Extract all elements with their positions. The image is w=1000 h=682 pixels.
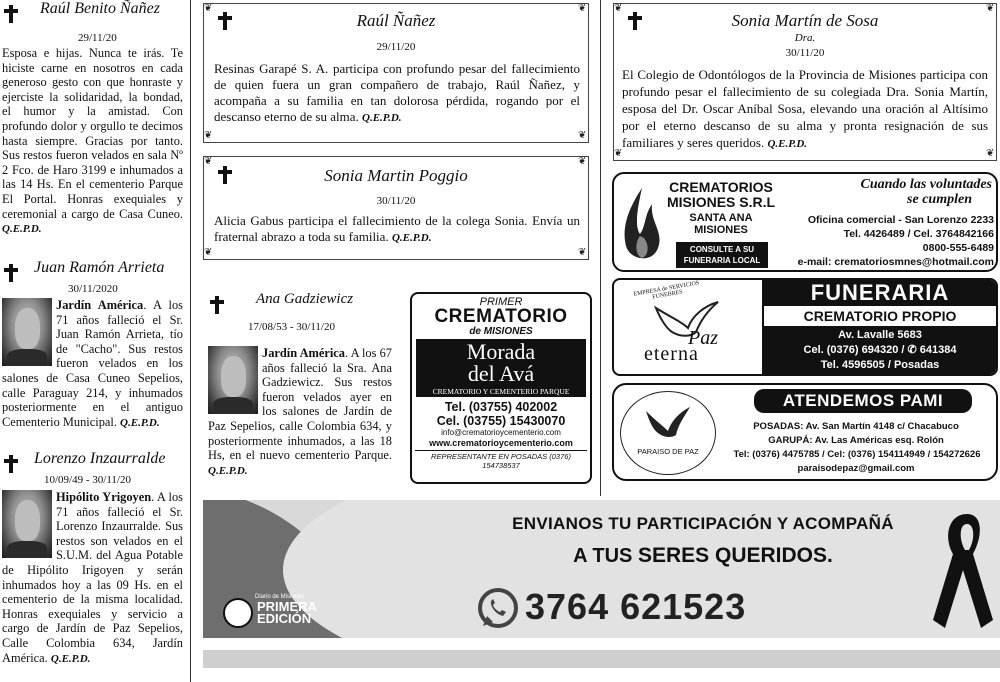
corner-ornament-icon: ❦ bbox=[614, 148, 623, 159]
corner-ornament-icon: ❦ bbox=[204, 156, 213, 167]
obituary-date: 30/11/20 bbox=[376, 195, 416, 207]
banner-line: ENVIANOS TU PARTICIPACIÓN Y ACOMPAÑÁ bbox=[512, 514, 894, 533]
corner-ornament-icon: ❦ bbox=[204, 130, 213, 141]
ad-phone: Cel. (03755) 15430070 bbox=[436, 414, 566, 428]
ad-phone: Cel. (0376) 694320 / ✆ 641384 bbox=[803, 344, 957, 356]
ad-paraiso-de-paz bbox=[612, 383, 998, 481]
corner-ornament-icon: ❦ bbox=[578, 247, 587, 258]
cross-icon bbox=[4, 264, 18, 282]
banner-line: A TUS SERES QUERIDOS. bbox=[573, 544, 833, 567]
ad-logo-text: Paz bbox=[688, 327, 718, 349]
obituary-name: Raúl Ñañez bbox=[356, 11, 436, 30]
ad-phone: Tel: (0376) 4475785 / Cel: (0376) 154114949 / 154272626 bbox=[733, 449, 981, 460]
ad-title: ATENDEMOS PAMI bbox=[754, 389, 972, 413]
corner-ornament-icon: ❦ bbox=[986, 148, 995, 159]
banner bbox=[203, 500, 1000, 638]
ad-title: MISIONES S.R.L bbox=[666, 194, 776, 210]
obituary-date: 17/08/53 - 30/11/20 bbox=[248, 321, 335, 333]
whatsapp-icon bbox=[475, 586, 521, 632]
obituary-date: 30/11/2020 bbox=[68, 283, 118, 295]
banner-logo-text: EDICIÓN bbox=[257, 611, 312, 626]
banner-logo-text: PRIMERA bbox=[257, 599, 317, 614]
corner-ornament-icon: ❦ bbox=[578, 130, 587, 141]
obituary-title: Dra. bbox=[794, 32, 816, 44]
obituary-date: 29/11/20 bbox=[376, 41, 416, 53]
banner-logo-small: Diario de Misiones bbox=[255, 594, 305, 600]
ad-email: paraisodepaz@gmail.com bbox=[797, 463, 915, 474]
ad-arc-text: EMPRESA de SERVICIOS FUNEBRES bbox=[633, 280, 700, 301]
obituary-name: Ana Gadziewicz bbox=[256, 291, 354, 307]
obituary-name: Sonia Martín de Sosa bbox=[731, 11, 879, 30]
corner-ornament-icon: ❦ bbox=[986, 3, 995, 14]
newspaper-globe-icon bbox=[223, 598, 253, 628]
ad-address: GARUPÁ: Av. Las Américas esq. Rolón bbox=[768, 435, 944, 446]
ad-slogan: se cumplen bbox=[907, 192, 972, 207]
obituary-text: Esposa e hijas. Nunca te irás. Te hiciste carne en nosotros en cada generoso gesto con que honraste y ejerciste la solidaridad, la bondad, el humor y la amistad. Con profundo dolor y orgullo te decimos hasta siempre. Gracias por tanto. Sus restos fueron velados en sala Nº 2 Fco. de Haro 3199 e inhumados a las 14 Hs. En el cementerio Parque El Portal. Honras exequiales y ceremonial a cargo de Casa Cuneo. Q.E.P.D. bbox=[2, 46, 183, 236]
ad-logo-text: PARAISO DE PAZ bbox=[637, 447, 699, 456]
obituary-text: El Colegio de Odontólogos de la Provincia de Misiones participa con profundo pesar el fallecimiento de su colegiada Dra. Sonia Martín, esposa del Dr. Oscar Aníbal Sosa, elevando una oración al Altísimo por el eterno descanso de su alma y pronta resignación de sus familiares y seres queridos. Q.E.P.D. bbox=[622, 67, 988, 150]
ad-title: CREMATORIO bbox=[434, 306, 568, 327]
corner-ornament-icon: ❦ bbox=[578, 3, 587, 14]
cross-icon bbox=[210, 296, 224, 314]
ad-title: FUNERARIA bbox=[810, 280, 950, 305]
ad-paz-eterna bbox=[612, 278, 998, 376]
column-divider-1 bbox=[190, 0, 191, 682]
obituary-text: Alicia Gabus participa el fallecimiento de la colega Sonia. Envía un fraternal abrazo a toda su familia. Q.E.P.D. bbox=[214, 213, 580, 244]
ad-email: info@crematorioycementerio.com bbox=[441, 428, 561, 437]
ad-brand: Morada bbox=[466, 339, 536, 364]
obituary-text: Jardín América. A los 71 años falleció el Sr. Juan Ramón Arrieta, tío de "Cacho". Sus restos fueron velados en los salones de Casa Cuneo Sepelios, calle Paraguay 214, y inhumados posteriormente en el antiguo Cementerio Municipal. Q.E.P.D. bbox=[2, 298, 183, 429]
bottom-gray-bar bbox=[203, 650, 1000, 668]
cross-icon bbox=[4, 5, 18, 23]
ad-subtitle: MISIONES bbox=[694, 224, 748, 236]
ad-consult: FUNERARIA LOCAL bbox=[683, 256, 761, 265]
column-divider-2 bbox=[600, 0, 601, 496]
ad-phone: Tel. 4426489 / Cel. 3764842166 bbox=[843, 228, 994, 240]
ad-slogan: Cuando las voluntades bbox=[860, 177, 992, 192]
ad-line: PRIMER bbox=[479, 296, 523, 308]
obituary-date: 30/11/20 bbox=[785, 47, 825, 59]
ad-web: www.crematorioycementerio.com bbox=[429, 438, 573, 448]
corner-ornament-icon: ❦ bbox=[614, 3, 623, 14]
ad-address: POSADAS: Av. San Martín 4148 c/ Chacabuco bbox=[753, 421, 959, 432]
ad-brand: del Avá bbox=[467, 361, 535, 386]
corner-ornament-icon: ❦ bbox=[578, 156, 587, 167]
obituary-text: Jardín América. A los 67 años falleció la Sra. Ana Gadziewicz. Sus restos fueron velados ayer en los salones de Jardín de Paz Sepelios, calle Colombia 634, y posteriormente inhumados, a las 18 Hs, en el nuevo cementerio Parque. Q.E.P.D. bbox=[208, 346, 392, 477]
ad-title: CREMATORIOS bbox=[669, 179, 773, 195]
ribbon-icon bbox=[923, 510, 1000, 638]
obituary-name: Lorenzo Inzaurralde bbox=[34, 450, 166, 467]
cross-icon bbox=[4, 455, 18, 473]
corner-ornament-icon: ❦ bbox=[204, 247, 213, 258]
corner-ornament-icon: ❦ bbox=[204, 3, 213, 14]
ad-line: CREMATORIO Y CEMENTERIO PARQUE bbox=[432, 387, 570, 396]
ad-office: Oficina comercial - San Lorenzo 2233 bbox=[807, 214, 994, 226]
ad-address: Av. Lavalle 5683 bbox=[838, 329, 922, 341]
obituary-date: 10/09/49 - 30/11/20 bbox=[44, 474, 131, 486]
ad-email: e-mail: crematoriosmnes@hotmail.com bbox=[797, 256, 994, 268]
ad-logo-text: eterna bbox=[644, 343, 699, 365]
obituary-text: Hipólito Yrigoyen. A los 71 años falleció el Sr. Lorenzo Inzaurralde. Sus restos son velados en el S.U.M. del Agua Potable de Hipólito Irigoyen y serán inhumados hoy a las 09 Hs. en el cementerio de la misma localidad. Honras exequiales y servicio a cargo de Jardín de Paz Sepelios, Calle Colombia 634, Jardín América. Q.E.P.D. bbox=[2, 490, 183, 665]
obituary-text: Resinas Garapé S. A. participa con profundo pesar del fallecimiento de quien fuera un gran compañero de trabajo, Raúl Ñañez, y acompaña a su familia en tan dolorosa pérdida, rogando por el descanso eterno de su alma. Q.E.P.D. bbox=[214, 61, 580, 124]
ad-line: de MISIONES bbox=[469, 326, 533, 337]
ad-consult-badge bbox=[676, 242, 768, 268]
ad-crematorio-morada bbox=[410, 292, 592, 484]
banner-logo bbox=[223, 596, 349, 628]
ad-subtitle: SANTA ANA bbox=[689, 212, 753, 224]
ad-phone: Tel. 4596505 / Posadas bbox=[820, 359, 940, 371]
ad-subtitle: CREMATORIO PROPIO bbox=[764, 306, 996, 326]
ad-phone: 0800-555-6489 bbox=[922, 242, 994, 254]
obituary-date: 29/11/20 bbox=[78, 32, 117, 44]
ad-consult: CONSULTE A SU bbox=[689, 245, 755, 254]
obituary-name: Raúl Benito Ñañez bbox=[40, 0, 160, 17]
obituary-name: Juan Ramón Arrieta bbox=[34, 259, 165, 276]
ad-crematorios-misiones bbox=[612, 172, 998, 272]
ad-dark-block bbox=[416, 339, 586, 397]
ad-representative: REPRESENTANTE EN POSADAS (0376) 154738537 bbox=[415, 450, 587, 470]
obituary-name: Sonia Martin Poggio bbox=[324, 166, 468, 185]
ad-info-block bbox=[762, 280, 998, 376]
dove-icon bbox=[642, 403, 694, 443]
ad-phone: Tel. (03755) 402002 bbox=[444, 400, 558, 414]
banner-phone: 3764 621523 bbox=[525, 586, 747, 627]
